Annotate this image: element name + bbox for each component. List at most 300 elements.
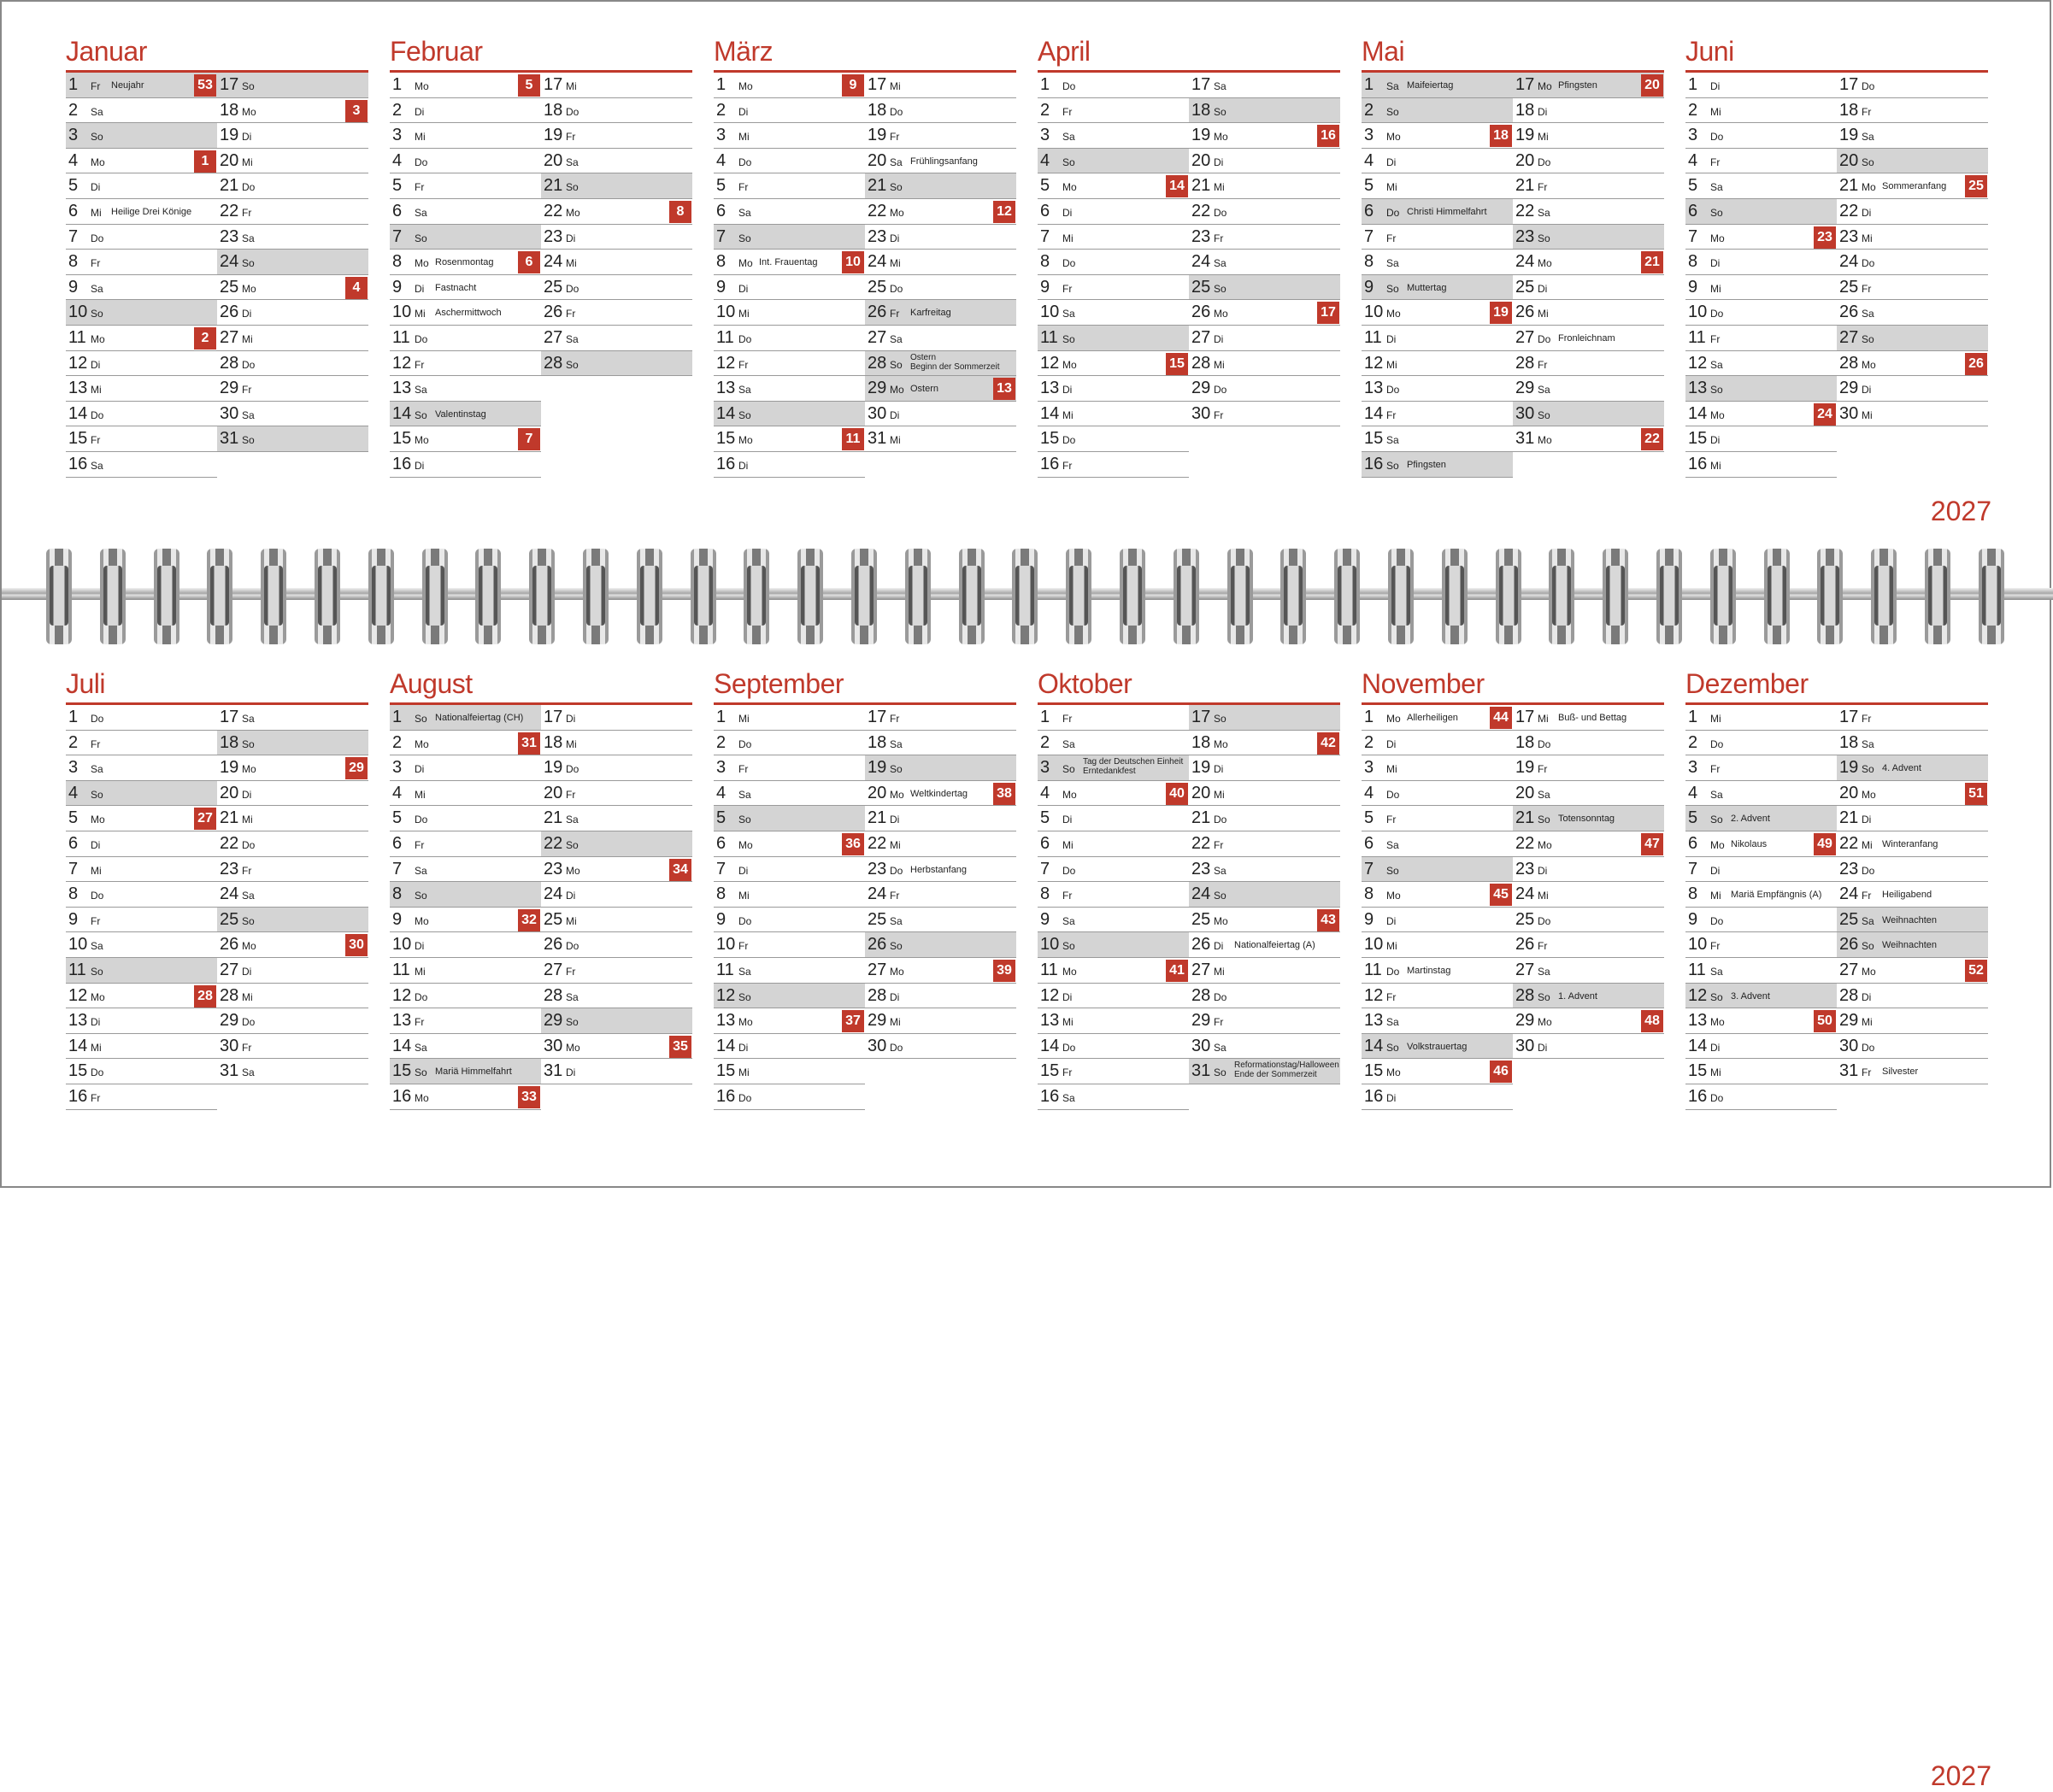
month-title: August xyxy=(390,668,473,699)
week-number-badge: 5 xyxy=(518,74,540,97)
weekday: Mo xyxy=(1538,257,1552,270)
day-number: 20 xyxy=(544,783,563,802)
weekday: Mi xyxy=(566,737,577,750)
day-number: 23 xyxy=(868,226,887,246)
binding-ring xyxy=(1066,549,1091,644)
day-row xyxy=(541,73,692,98)
day-number: 21 xyxy=(544,176,563,196)
weekday: Mi xyxy=(91,206,102,219)
weekday: Mi xyxy=(91,384,102,397)
day-row xyxy=(1685,351,1837,377)
weekday: Mi xyxy=(1062,232,1074,244)
day-row xyxy=(865,958,1016,984)
weekday: Do xyxy=(415,990,428,1003)
week-number-badge: 10 xyxy=(842,251,864,273)
binding-ring xyxy=(1280,549,1306,644)
weekday: Di xyxy=(1710,1041,1721,1054)
day-row xyxy=(714,98,865,124)
weekday: Sa xyxy=(1710,358,1723,371)
month-block xyxy=(714,36,1016,478)
day-row xyxy=(1685,300,1837,326)
day-number: 25 xyxy=(1191,909,1211,929)
day-number: 15 xyxy=(68,1061,88,1081)
week-number-badge: 37 xyxy=(842,1010,864,1032)
weekday: Sa xyxy=(1386,257,1399,270)
day-number: 6 xyxy=(68,201,79,220)
day-row xyxy=(217,250,368,275)
weekday: Mo xyxy=(738,838,753,851)
weekday: Fr xyxy=(1710,332,1721,345)
day-row xyxy=(541,1059,692,1084)
weekday: Sa xyxy=(1214,80,1227,92)
weekday: So xyxy=(1062,156,1075,168)
day-row xyxy=(1189,781,1340,807)
day-column xyxy=(217,705,368,1110)
day-row xyxy=(1837,402,1988,427)
day-row xyxy=(1038,831,1189,857)
day-number: 10 xyxy=(1040,935,1060,955)
weekday: Fr xyxy=(890,713,900,725)
day-row xyxy=(865,275,1016,301)
day-row xyxy=(1685,199,1837,225)
day-row xyxy=(541,882,692,908)
day-number: 9 xyxy=(1040,909,1050,929)
day-row xyxy=(1513,402,1664,427)
day-row xyxy=(1837,857,1988,883)
weekday: So xyxy=(1214,1066,1227,1079)
day-row xyxy=(1513,300,1664,326)
day-number: 19 xyxy=(544,758,563,778)
day-row xyxy=(1837,882,1988,908)
day-number: 16 xyxy=(716,1086,736,1106)
weekday: Fr xyxy=(1710,156,1721,168)
day-number: 22 xyxy=(1515,201,1535,220)
day-row xyxy=(1513,376,1664,402)
day-row xyxy=(865,781,1016,807)
weekday: Sa xyxy=(566,332,579,345)
day-number: 25 xyxy=(1191,277,1211,297)
weekday: Mi xyxy=(1710,713,1721,725)
day-number: 19 xyxy=(868,126,887,145)
day-row xyxy=(1362,98,1513,124)
day-row xyxy=(541,225,692,250)
day-row xyxy=(66,149,217,174)
day-row xyxy=(217,98,368,124)
weekday: Fr xyxy=(1538,763,1548,776)
day-row xyxy=(714,908,865,933)
weekday: So xyxy=(91,308,103,320)
day-number: 28 xyxy=(1839,985,1859,1005)
holiday-label: Ostern Beginn der Sommerzeit xyxy=(910,352,1000,372)
day-number: 21 xyxy=(1515,176,1535,196)
month-block xyxy=(1685,36,1988,478)
day-row xyxy=(1189,705,1340,731)
weekday: Sa xyxy=(1386,434,1399,447)
day-row xyxy=(865,731,1016,756)
weekday: Mo xyxy=(1214,131,1228,144)
weekday: Do xyxy=(91,890,104,902)
weekday: Do xyxy=(1386,965,1400,978)
day-row xyxy=(541,250,692,275)
weekday: Mi xyxy=(1538,131,1549,144)
day-number: 4 xyxy=(1364,783,1374,802)
week-number-badge: 28 xyxy=(194,985,216,1008)
weekday: So xyxy=(242,737,255,750)
day-number: 16 xyxy=(68,1086,88,1106)
weekday: Fr xyxy=(1386,990,1397,1003)
day-number: 28 xyxy=(1191,353,1211,373)
day-number: 26 xyxy=(868,935,887,955)
weekday: Sa xyxy=(1538,206,1550,219)
day-number: 22 xyxy=(1191,201,1211,220)
weekday: Fr xyxy=(415,1016,425,1029)
weekday: Sa xyxy=(1538,965,1550,978)
day-number: 30 xyxy=(868,403,887,423)
weekday: Mo xyxy=(242,282,256,295)
weekday: Di xyxy=(91,358,101,371)
day-column xyxy=(541,73,692,478)
day-row xyxy=(1362,1084,1513,1110)
binding-ring xyxy=(744,549,769,644)
day-number: 30 xyxy=(1515,403,1535,423)
weekday: Do xyxy=(1214,384,1227,397)
weekday: Sa xyxy=(1214,864,1227,877)
day-row xyxy=(1038,426,1189,452)
day-number: 3 xyxy=(1364,126,1374,145)
day-row xyxy=(390,326,541,351)
weekday: So xyxy=(738,814,751,826)
weekday: Sa xyxy=(415,1041,427,1054)
day-number: 15 xyxy=(716,1061,736,1081)
day-row xyxy=(1038,1008,1189,1034)
day-number: 11 xyxy=(1688,960,1706,979)
day-number: 24 xyxy=(220,252,239,272)
weekday: Mo xyxy=(738,257,753,270)
day-row xyxy=(714,755,865,781)
weekday: Fr xyxy=(415,181,425,194)
weekday: So xyxy=(566,358,579,371)
day-row xyxy=(1362,781,1513,807)
year-label: 2027 xyxy=(1930,496,1991,526)
day-number: 16 xyxy=(1040,1086,1060,1106)
day-number: 19 xyxy=(868,758,887,778)
weekday: Mi xyxy=(415,131,426,144)
day-number: 8 xyxy=(1040,884,1050,904)
day-row xyxy=(1513,958,1664,984)
holiday-label: Christi Himmelfahrt xyxy=(1407,206,1487,217)
day-number: 17 xyxy=(220,708,239,726)
day-row xyxy=(865,806,1016,831)
weekday: Do xyxy=(415,814,428,826)
day-number: 2 xyxy=(392,100,403,120)
day-row xyxy=(66,300,217,326)
day-number: 12 xyxy=(1040,353,1060,373)
day-row xyxy=(1685,1034,1837,1060)
day-number: 1 xyxy=(716,708,726,726)
day-number: 23 xyxy=(1191,859,1211,878)
day-row xyxy=(1513,857,1664,883)
day-row xyxy=(1038,98,1189,124)
weekday: Mo xyxy=(1062,965,1077,978)
holiday-label: Maifeiertag xyxy=(1407,80,1454,91)
day-row xyxy=(1038,1059,1189,1084)
month-block xyxy=(1038,668,1340,1110)
week-number-badge: 25 xyxy=(1965,175,1987,197)
day-row xyxy=(66,351,217,377)
holiday-label: Totensonntag xyxy=(1558,814,1615,825)
day-row xyxy=(1685,932,1837,958)
day-number: 15 xyxy=(68,429,88,449)
day-number: 26 xyxy=(1839,935,1859,955)
day-number: 23 xyxy=(220,859,239,878)
day-column xyxy=(1189,73,1340,478)
day-row xyxy=(390,73,541,98)
binding-ring xyxy=(1388,549,1414,644)
weekday: Di xyxy=(242,308,252,320)
weekday: Fr xyxy=(1062,105,1073,118)
day-row xyxy=(1038,882,1189,908)
week-number-badge: 34 xyxy=(669,859,691,881)
month-columns xyxy=(66,73,368,478)
day-row xyxy=(1038,199,1189,225)
day-column xyxy=(1685,705,1837,1110)
weekday: Fr xyxy=(1062,282,1073,295)
day-row xyxy=(390,1008,541,1034)
day-number: 15 xyxy=(1040,429,1060,449)
day-row xyxy=(390,98,541,124)
weekday: Fr xyxy=(415,838,425,851)
day-number: 17 xyxy=(1839,75,1859,94)
day-number: 3 xyxy=(716,126,726,145)
holiday-label: Reformationstag/Halloween Ende der Sommerzeit xyxy=(1234,1061,1339,1080)
weekday: Fr xyxy=(738,181,749,194)
weekday: Mi xyxy=(738,1066,750,1079)
month-columns xyxy=(390,73,692,478)
weekday: Do xyxy=(566,763,579,776)
day-number: 7 xyxy=(1364,226,1374,246)
holiday-label: Nikolaus xyxy=(1731,838,1768,849)
weekday: Sa xyxy=(1214,257,1227,270)
weekday: Mi xyxy=(738,308,750,320)
day-number: 9 xyxy=(716,909,726,929)
month-block xyxy=(390,668,692,1110)
weekday: Mo xyxy=(91,332,105,345)
day-row xyxy=(1837,300,1988,326)
day-row xyxy=(865,402,1016,427)
day-row xyxy=(1189,755,1340,781)
month-title: April xyxy=(1038,36,1091,67)
day-number: 9 xyxy=(1688,909,1698,929)
weekday: Do xyxy=(1214,990,1227,1003)
weekday: So xyxy=(566,838,579,851)
weekday: Do xyxy=(1062,1041,1076,1054)
day-row xyxy=(865,932,1016,958)
day-row xyxy=(1685,149,1837,174)
weekday: Mi xyxy=(1386,358,1397,371)
day-row xyxy=(541,300,692,326)
day-number: 13 xyxy=(392,379,412,398)
day-row xyxy=(1189,1008,1340,1034)
weekday: So xyxy=(1710,990,1723,1003)
day-number: 21 xyxy=(220,808,239,828)
weekday: Mo xyxy=(91,814,105,826)
weekday: Fr xyxy=(91,80,101,92)
day-row xyxy=(1513,426,1664,452)
week-number-badge: 32 xyxy=(518,909,540,931)
day-number: 12 xyxy=(716,985,736,1005)
weekday: Fr xyxy=(91,1091,101,1104)
day-row xyxy=(66,984,217,1009)
day-number: 20 xyxy=(1515,150,1535,170)
weekday: Fr xyxy=(1538,181,1548,194)
day-row xyxy=(1837,908,1988,933)
weekday: Mi xyxy=(1214,788,1225,801)
week-number-badge: 8 xyxy=(669,201,691,223)
day-number: 30 xyxy=(220,1036,239,1055)
weekday: Fr xyxy=(738,763,749,776)
day-row xyxy=(541,731,692,756)
weekday: Mi xyxy=(890,80,901,92)
day-number: 28 xyxy=(868,353,887,373)
weekday: Fr xyxy=(890,131,900,144)
day-number: 13 xyxy=(68,1011,88,1031)
binding-ring xyxy=(1817,549,1843,644)
day-row xyxy=(1685,376,1837,402)
weekday: So xyxy=(1386,864,1399,877)
weekday: Di xyxy=(91,1016,101,1029)
weekday: Fr xyxy=(1214,232,1224,244)
day-number: 19 xyxy=(544,126,563,145)
day-number: 24 xyxy=(1839,884,1859,904)
weekday: Sa xyxy=(91,459,103,472)
day-number: 4 xyxy=(392,150,403,170)
day-number: 18 xyxy=(868,732,887,752)
weekday: Mi xyxy=(1538,890,1549,902)
day-number: 21 xyxy=(220,176,239,196)
day-number: 29 xyxy=(1191,1011,1211,1031)
day-number: 23 xyxy=(1839,226,1859,246)
day-number: 29 xyxy=(1515,1011,1535,1031)
binding-ring xyxy=(207,549,232,644)
weekday: So xyxy=(738,232,751,244)
weekday: Mo xyxy=(1710,1016,1725,1029)
day-row xyxy=(714,73,865,98)
weekday: Di xyxy=(1538,105,1548,118)
weekday: Di xyxy=(1062,814,1073,826)
day-number: 11 xyxy=(1040,960,1058,979)
weekday: Do xyxy=(738,737,752,750)
day-number: 8 xyxy=(1364,884,1374,904)
day-number: 17 xyxy=(1515,708,1535,726)
weekday: Fr xyxy=(1386,408,1397,421)
day-row xyxy=(390,806,541,831)
week-number-badge: 16 xyxy=(1317,125,1339,147)
binding-ring xyxy=(368,549,394,644)
day-row xyxy=(66,882,217,908)
day-row xyxy=(390,199,541,225)
day-row xyxy=(1189,73,1340,98)
day-column xyxy=(390,705,541,1110)
day-row xyxy=(390,705,541,731)
day-number: 26 xyxy=(220,303,239,322)
month-block xyxy=(1362,668,1664,1110)
weekday: Do xyxy=(242,1016,256,1029)
week-number-badge: 23 xyxy=(1814,226,1836,249)
weekday: Fr xyxy=(1214,1016,1224,1029)
holiday-label: 2. Advent xyxy=(1731,814,1770,825)
day-row xyxy=(1685,781,1837,807)
day-column xyxy=(1837,73,1988,478)
weekday: Do xyxy=(1214,814,1227,826)
day-row xyxy=(1189,225,1340,250)
day-number: 9 xyxy=(68,909,79,929)
weekday: Di xyxy=(1214,940,1224,953)
day-row xyxy=(1685,326,1837,351)
day-number: 17 xyxy=(1191,708,1211,726)
week-number-badge: 9 xyxy=(842,74,864,97)
day-number: 8 xyxy=(68,884,79,904)
day-row xyxy=(1685,1084,1837,1110)
weekday: Di xyxy=(415,459,425,472)
day-row xyxy=(1837,351,1988,377)
binding-ring xyxy=(583,549,609,644)
month-title: November xyxy=(1362,668,1485,699)
day-row xyxy=(390,755,541,781)
holiday-label: 4. Advent xyxy=(1882,763,1921,774)
weekday: Di xyxy=(242,965,252,978)
weekday: Mi xyxy=(738,713,750,725)
day-row xyxy=(1189,326,1340,351)
day-row xyxy=(217,1034,368,1060)
month-title: Juni xyxy=(1685,36,1734,67)
day-row xyxy=(865,149,1016,174)
day-row xyxy=(390,984,541,1009)
weekday: Mi xyxy=(1386,763,1397,776)
day-row xyxy=(865,908,1016,933)
week-number-badge: 49 xyxy=(1814,833,1836,855)
holiday-label: Silvester xyxy=(1882,1066,1919,1078)
day-number: 28 xyxy=(220,353,239,373)
binding-ring xyxy=(905,549,931,644)
weekday: Fr xyxy=(1386,814,1397,826)
week-number-badge: 13 xyxy=(993,378,1015,400)
day-number: 10 xyxy=(392,303,412,322)
day-row xyxy=(865,73,1016,98)
day-number: 20 xyxy=(220,783,239,802)
day-row xyxy=(217,1008,368,1034)
day-row xyxy=(1362,806,1513,831)
day-row xyxy=(1513,275,1664,301)
day-number: 25 xyxy=(1515,277,1535,297)
day-number: 6 xyxy=(392,833,403,853)
day-column xyxy=(66,705,217,1110)
day-row xyxy=(1685,452,1837,478)
day-row xyxy=(1038,376,1189,402)
week-number-badge: 11 xyxy=(842,428,864,450)
day-row xyxy=(1362,173,1513,199)
day-row xyxy=(66,123,217,149)
weekday: Fr xyxy=(1214,408,1224,421)
weekday: Mo xyxy=(1062,181,1077,194)
day-number: 11 xyxy=(716,327,734,347)
weekday: Sa xyxy=(1062,131,1075,144)
day-row xyxy=(390,351,541,377)
day-number: 6 xyxy=(1688,201,1698,220)
holiday-label: Nationalfeiertag (CH) xyxy=(435,713,524,723)
weekday: Do xyxy=(1386,788,1400,801)
weekday: Sa xyxy=(1710,181,1723,194)
week-number-badge: 19 xyxy=(1490,302,1512,324)
